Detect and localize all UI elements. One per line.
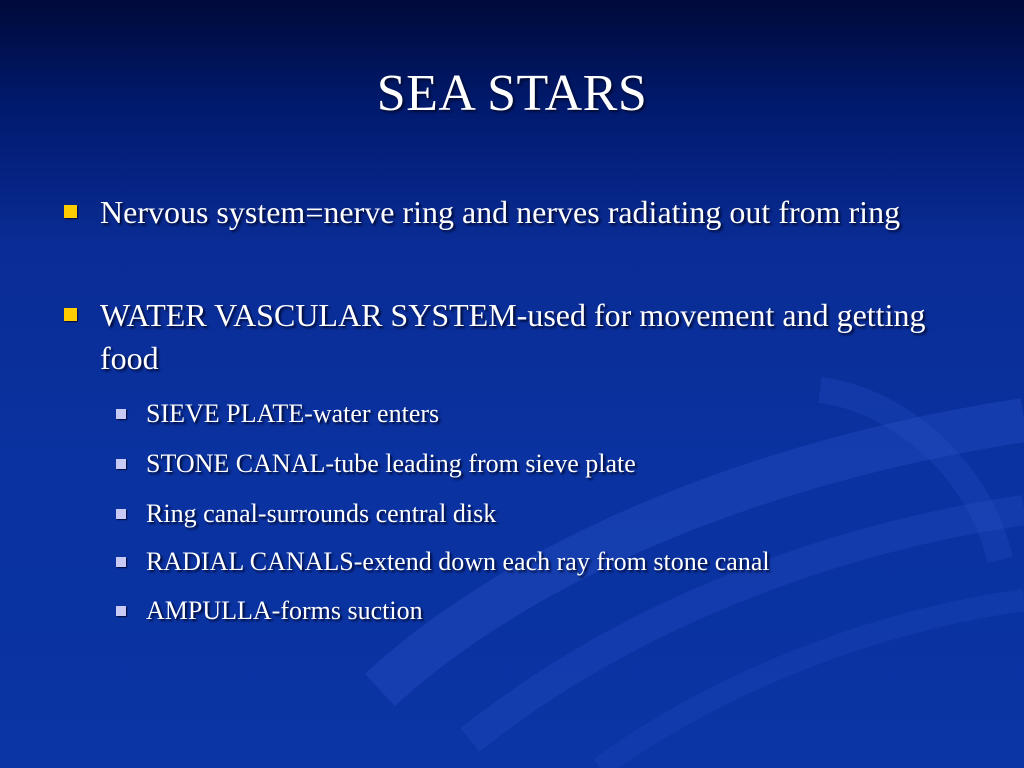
square-bullet-icon [116,606,126,616]
square-bullet-icon [116,509,126,519]
bullet-text: Nervous system=nerve ring and nerves radiating out from ring [100,194,901,230]
sub-bullet-item [146,595,996,627]
sub-bullet-text: RADIAL CANALS-extend down each ray from stone canal [146,547,770,576]
sub-bullet-text: STONE CANAL-tube leading from sieve plate [146,449,636,478]
sub-bullet-item [146,398,996,430]
bullet-item [100,191,960,234]
slide-title: SEA STARS [376,65,648,122]
square-bullet-icon [64,205,77,218]
sub-bullet-item [146,448,996,480]
sub-bullet-text: AMPULLA-forms suction [146,596,423,625]
bullet-item [100,294,960,380]
square-bullet-icon [116,557,126,567]
square-bullet-icon [116,409,126,419]
square-bullet-icon [116,459,126,469]
square-bullet-icon [64,308,77,321]
sub-bullet-text: SIEVE PLATE-water enters [146,399,440,428]
sub-bullet-text: Ring canal-surrounds central disk [146,499,497,528]
bullet-text: WATER VASCULAR SYSTEM-used for movement and getting food [100,297,926,376]
sub-bullet-item [146,498,996,530]
sub-bullet-item [146,546,996,578]
